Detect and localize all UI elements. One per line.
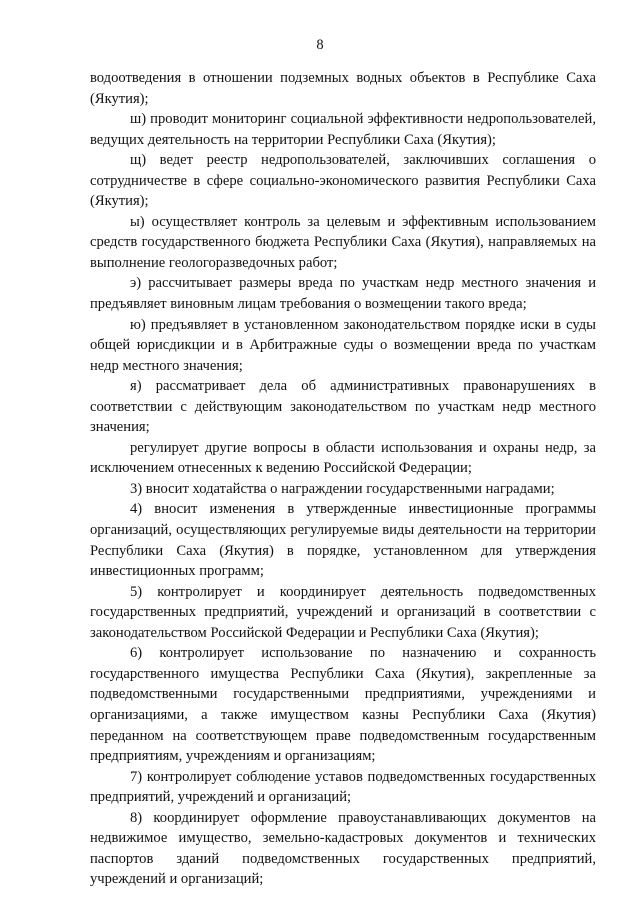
paragraph-item-ya: я) рассматривает дела об административных правонарушениях в соответствии с действующим законодательством по участкам недр местного значения; xyxy=(90,378,596,436)
paragraph-item-4: 4) вносит изменения в утвержденные инвестиционные программы организаций, осуществляющих регулируемые виды деятельности на территории Республики Саха (Якутия) в порядке, установленном для утверждения инвестиционных программ; xyxy=(90,501,596,580)
page-number: 8 xyxy=(316,37,324,53)
paragraph-item-sha: ш) проводит мониторинг социальной эффективности недропользователей, ведущих деятельность на территории Республики Саха (Якутия); xyxy=(90,111,596,148)
paragraph-other-questions: регулирует другие вопросы в области использования и охраны недр, за исключением отнесенных к ведению Российской Федерации; xyxy=(90,439,596,477)
paragraph-item-3: 3) вносит ходатайства о награждении государственными наградами; xyxy=(130,480,555,497)
paragraph-item-e: э) рассчитывает размеры вреда по участкам недр местного значения и предъявляет виновным лицам требования о возмещении такого вреда; xyxy=(90,275,596,313)
paragraph-item-8: 8) координирует оформление правоустанавливающих документов на недвижимое имущество, земельно-кадастровых документов и технических паспортов зданий подведомственных государственных предприятий, учреждений и организаций; xyxy=(90,809,596,888)
paragraph-item-7: 7) контролирует соблюдение уставов подведомственных государственных предприятий, учреждений и организаций; xyxy=(90,768,596,806)
paragraph-item-shcha: щ) ведет реестр недропользователей, заключивших соглашения о сотрудничестве в сфере социально-экономического развития Республики Саха (Якутия); xyxy=(90,152,596,210)
paragraph-item-y: ы) осуществляет контроль за целевым и эффективным использованием средств государственного бюджета Республики Саха (Якутия), направляемых на выполнение геологоразведочных работ; xyxy=(90,213,596,271)
paragraph-continuation: водоотведения в отношении подземных водных объектов в Республике Саха (Якутия); xyxy=(90,70,596,107)
paragraph-item-6: 6) контролирует использование по назначению и сохранность государственного имущества Республики Саха (Якутия), закрепленные за подведомственными государственными предприятиями, учреждениями и организациями, а также имуществом казны Республики Саха (Якутия) переданном на соответствующем праве подведомственным государственным предприятиям, учреждениям и организациям; xyxy=(90,645,596,765)
paragraph-item-yu: ю) предъявляет в установленном законодательством порядке иски в суды общей юрисдикции и в Арбитражные суды о возмещении вреда по участкам недр местного значения; xyxy=(90,316,596,374)
document-body xyxy=(90,68,596,890)
paragraph-item-5: 5) контролирует и координирует деятельность подведомственных государственных предприятий, учреждений и организаций в соответствии с законодательством Российской Федерации и Республики Саха (Якутия); xyxy=(90,583,596,641)
